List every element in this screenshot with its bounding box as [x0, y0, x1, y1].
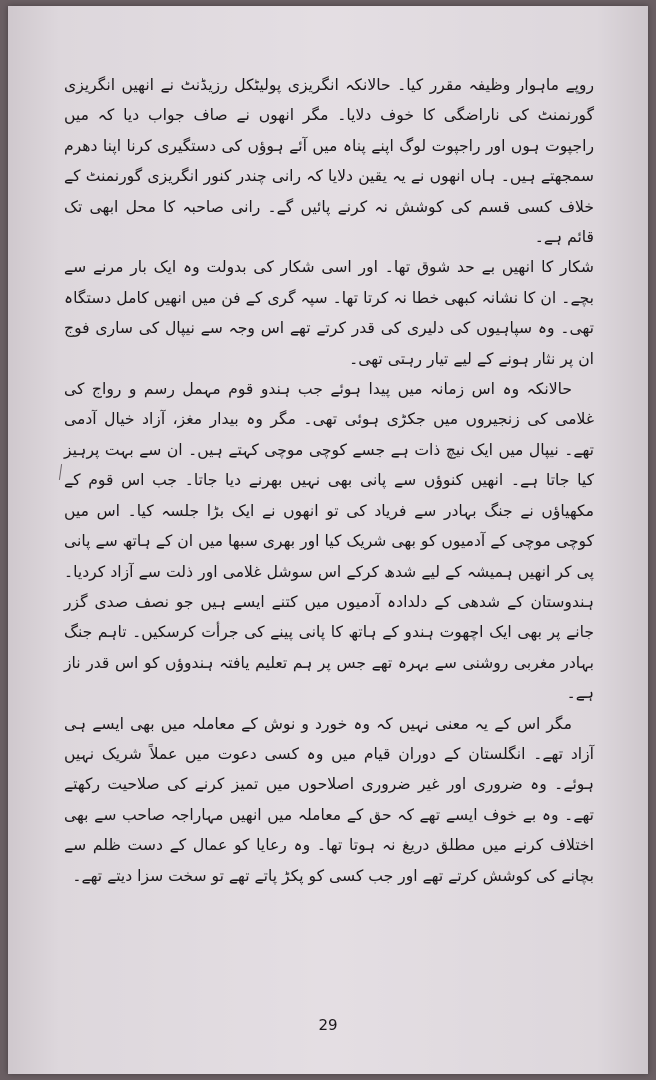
paragraph-1: روپے ماہوار وظیفہ مقرر کیا۔ حالانکہ انگریزی پولیٹکل رزیڈنٹ نے انھیں انگریزی گورنمنٹ کی ناراضگی کا خوف دلایا۔ مگر انھوں نے صاف جواب دیا کہ میں راجپوت ہوں اور راجپوت لوگ اپنے پناہ میں آئے ہوؤں کی دستگیری کرنا اپنا دھرم سمجھتے ہیں۔ ہاں انھوں نے یہ یقین دلایا کہ رانی چندر کنور انگریزی گورنمنٹ کے خلاف کسی قسم کی کوشش نہ کرنے پائیں گے۔ رانی صاحبہ کا محل ابھی تک قائم ہے۔ — [64, 76, 594, 247]
paragraph-4: مگر اس کے یہ معنی نہیں کہ وہ خورد و نوش کے معاملہ میں بھی ایسے ہی آزاد تھے۔ انگلستان کے دوران قیام میں وہ کسی دعوت میں عملاً شریک نہیں ہوئے۔ وہ ضروری اور غیر ضروری اصلاحوں میں تمیز کرنے کی صلاحیت رکھتے تھے۔ وہ بے خوف ایسے تھے کہ حق کے معاملہ میں انھیں مہاراجہ صاحب سے بھی اختلاف کرنے میں مطلق دریغ نہ ہوتا تھا۔ وہ رعایا کو عمال کے دست ظلم سے بچانے کی کوشش کرتے تھے اور جب کسی کو پکڑ پاتے تھے تو سخت سزا دیتے تھے۔ — [64, 714, 594, 885]
stray-pencil-mark — [59, 464, 62, 480]
paragraph-3: حالانکہ وہ اس زمانہ میں پیدا ہوئے جب ہندو قوم مہمل رسم و رواج کی غلامی کی زنجیروں میں جکڑی ہوئی تھی۔ مگر وہ بیدار مغز، آزاد خیال آدمی تھے۔ نیپال میں ایک نیچ ذات ہے جسے کوچی موچی کہتے ہیں۔ ان سے بہت پرہیز کیا جاتا ہے۔ انھیں کنوؤں سے پانی بھی نہیں بھرنے دیا جاتا۔ جب اس قوم کے مکھیاؤں نے جنگ بہادر سے فریاد کی تو انھوں نے ایک بڑا جلسہ کیا۔ اس میں کوچی موچی کے آدمیوں کو بھی شریک کیا اور بھری سبھا میں ان کے ہاتھ سے پانی پی کر انھیں ہمیشہ کے لیے شدھ کرکے اس سوشل غلامی اور ذلت سے آزاد کردیا۔ ہندوستان کے شدھی کے دلدادہ آدمیوں میں کتنے ایسے ہیں جو نصف صدی گزر جانے پر بھی ایک اچھوت ہندو کے ہاتھ کا پانی پینے کی جرأت کرسکیں۔ تاہم جنگ بہادر مغربی روشنی سے بہرہ تھے جس پر ہم تعلیم یافتہ ہندوؤں کو اس قدر ناز ہے۔ — [64, 380, 594, 703]
body-text — [64, 70, 594, 891]
paragraph-2: شکار کا انھیں بے حد شوق تھا۔ اور اسی شکار کی بدولت وہ ایک بار مرنے سے بچے۔ ان کا نشانہ کبھی خطا نہ کرتا تھا۔ سپہ گری کے فن میں انھیں کامل دستگاہ تھی۔ وہ سپاہیوں کی دلیری کی قدر کرتے تھے اس وجہ سے نیپال کی ساری فوج ان پر نثار ہونے کے لیے تیار رہتی تھی۔ — [64, 258, 594, 368]
book-page — [8, 6, 648, 1074]
page-number: 29 — [318, 1016, 338, 1034]
